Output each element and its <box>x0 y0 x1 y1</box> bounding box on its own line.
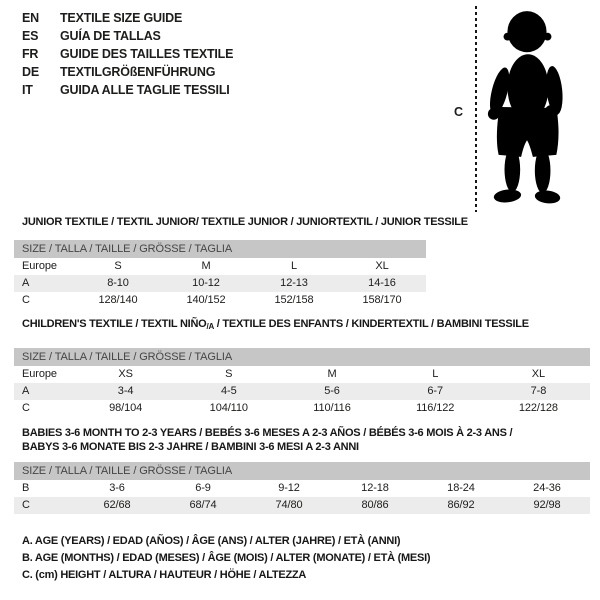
children-size-table <box>14 348 590 417</box>
value-cell: S <box>114 260 122 272</box>
table-row <box>14 497 590 514</box>
value-cell: 18-24 <box>447 482 475 494</box>
section-title-junior: JUNIOR TEXTILE / TEXTIL JUNIOR/ TEXTILE JUNIOR / JUNIORTEXTIL / JUNIOR TESSILE <box>22 216 468 228</box>
table-body <box>14 480 590 514</box>
language-row <box>22 9 233 27</box>
value-cell: XL <box>531 368 546 380</box>
guide-title: GUIDE DES TAILLES TEXTILE <box>60 47 234 61</box>
row-label-cell: A <box>22 277 30 289</box>
table-row <box>14 480 590 497</box>
value-cell: 3-6 <box>109 482 125 494</box>
baby-silhouette-icon <box>483 8 571 206</box>
value-cell: 110/116 <box>313 402 351 414</box>
language-title-list <box>22 9 233 99</box>
title-text: CHILDREN'S TEXTILE / TEXTIL NIÑO <box>22 318 207 330</box>
value-cell: S <box>225 368 233 380</box>
language-row <box>22 63 233 81</box>
value-cell: 98/104 <box>109 402 143 414</box>
table-body <box>14 366 590 417</box>
value-cell: 122/128 <box>518 402 558 414</box>
value-cell: 6-9 <box>195 482 211 494</box>
table-row <box>14 258 426 275</box>
value-cell: 8-10 <box>107 277 129 289</box>
value-cell: 92/98 <box>533 499 561 511</box>
size-header-bar: SIZE / TALLA / TAILLE / GRÖSSE / TAGLIA <box>14 348 590 366</box>
language-row <box>22 27 233 45</box>
babies-size-table <box>14 462 590 514</box>
value-cell: XS <box>118 368 133 380</box>
section-title-children <box>22 317 529 334</box>
guide-title: TEXTILGRÖßENFÜHRUNG <box>60 65 216 79</box>
value-cell: 3-4 <box>117 385 134 397</box>
value-cell: 68/74 <box>189 499 217 511</box>
language-code: FR <box>22 47 39 61</box>
language-row <box>22 81 233 99</box>
language-code: EN <box>22 11 39 25</box>
title-line-2: BABYS 3-6 MONATE BIS 2-3 JAHRE / BAMBINI 3-6 MESI A 2-3 ANNI <box>22 441 359 453</box>
language-code: DE <box>22 65 39 79</box>
guide-title: TEXTILE SIZE GUIDE <box>60 11 183 25</box>
title-subscript: /A <box>206 322 214 331</box>
value-cell: 116/122 <box>416 402 455 414</box>
table-row <box>14 400 590 417</box>
table-row <box>14 292 426 309</box>
table-row <box>14 275 426 292</box>
value-cell: 5-6 <box>324 385 340 397</box>
value-cell: 10-12 <box>192 277 220 289</box>
row-label-cell: Europe <box>22 260 57 272</box>
value-cell: 86/92 <box>447 499 475 511</box>
guide-title: GUIDA ALLE TAGLIE TESSILI <box>60 83 230 97</box>
row-label-cell: C <box>22 402 30 414</box>
size-header-bar: SIZE / TALLA / TAILLE / GRÖSSE / TAGLIA <box>14 462 590 480</box>
table-row <box>14 383 590 400</box>
value-cell: L <box>290 260 298 272</box>
language-code: ES <box>22 29 39 43</box>
row-label-cell: Europe <box>22 368 57 380</box>
value-cell: 14-16 <box>368 277 396 289</box>
value-cell: 7-8 <box>530 385 547 397</box>
junior-size-table <box>14 240 426 309</box>
value-cell: 24-36 <box>533 482 561 494</box>
row-label-cell: C <box>22 294 30 306</box>
value-cell: 104/110 <box>209 402 248 414</box>
row-label-cell: C <box>22 499 30 511</box>
row-label-cell: B <box>22 482 30 494</box>
value-cell: 158/170 <box>362 294 402 306</box>
height-dashed-line <box>475 6 477 212</box>
value-cell: L <box>432 368 439 380</box>
section-title-babies <box>22 426 512 454</box>
value-cell: 80/86 <box>361 499 389 511</box>
value-cell: 12-18 <box>361 482 389 494</box>
value-cell: 9-12 <box>278 482 300 494</box>
value-cell: 12-13 <box>280 277 308 289</box>
value-cell: 152/158 <box>274 294 314 306</box>
value-cell: M <box>327 368 337 380</box>
value-cell: 6-7 <box>427 385 444 397</box>
value-cell: 140/152 <box>186 294 226 306</box>
legend-line-b: B. AGE (MONTHS) / EDAD (MESES) / ÂGE (MOIS) / ALTER (MONATE) / ETÀ (MESI) <box>22 552 431 564</box>
legend-line-a: A. AGE (YEARS) / EDAD (AÑOS) / ÂGE (ANS) / ALTER (JAHRE) / ETÀ (ANNI) <box>22 535 401 547</box>
value-cell: 4-5 <box>221 385 237 397</box>
value-cell: XL <box>375 260 389 272</box>
table-body <box>14 258 426 309</box>
guide-title: GUÍA DE TALLAS <box>60 29 161 43</box>
legend-line-c: C. (cm) HEIGHT / ALTURA / HAUTEUR / HÖHE / ALTEZZA <box>22 569 307 581</box>
value-cell: 128/140 <box>98 294 138 306</box>
value-cell: M <box>201 260 211 272</box>
language-code: IT <box>22 83 33 97</box>
table-row <box>14 366 590 383</box>
height-measure-label: C <box>454 105 464 119</box>
legend <box>22 533 430 584</box>
size-header-bar: SIZE / TALLA / TAILLE / GRÖSSE / TAGLIA <box>14 240 426 258</box>
title-text: / TEXTILE DES ENFANTS / KINDERTEXTIL / BAMBINI TESSILE <box>213 318 529 330</box>
language-row <box>22 45 233 63</box>
row-label-cell: A <box>22 385 30 397</box>
title-line-1: BABIES 3-6 MONTH TO 2-3 YEARS / BEBÉS 3-6 MESES A 2-3 AÑOS / BÉBÉS 3-6 MOIS À 2-3 ANS / <box>22 427 513 439</box>
value-cell: 74/80 <box>275 499 303 511</box>
value-cell: 62/68 <box>103 499 131 511</box>
